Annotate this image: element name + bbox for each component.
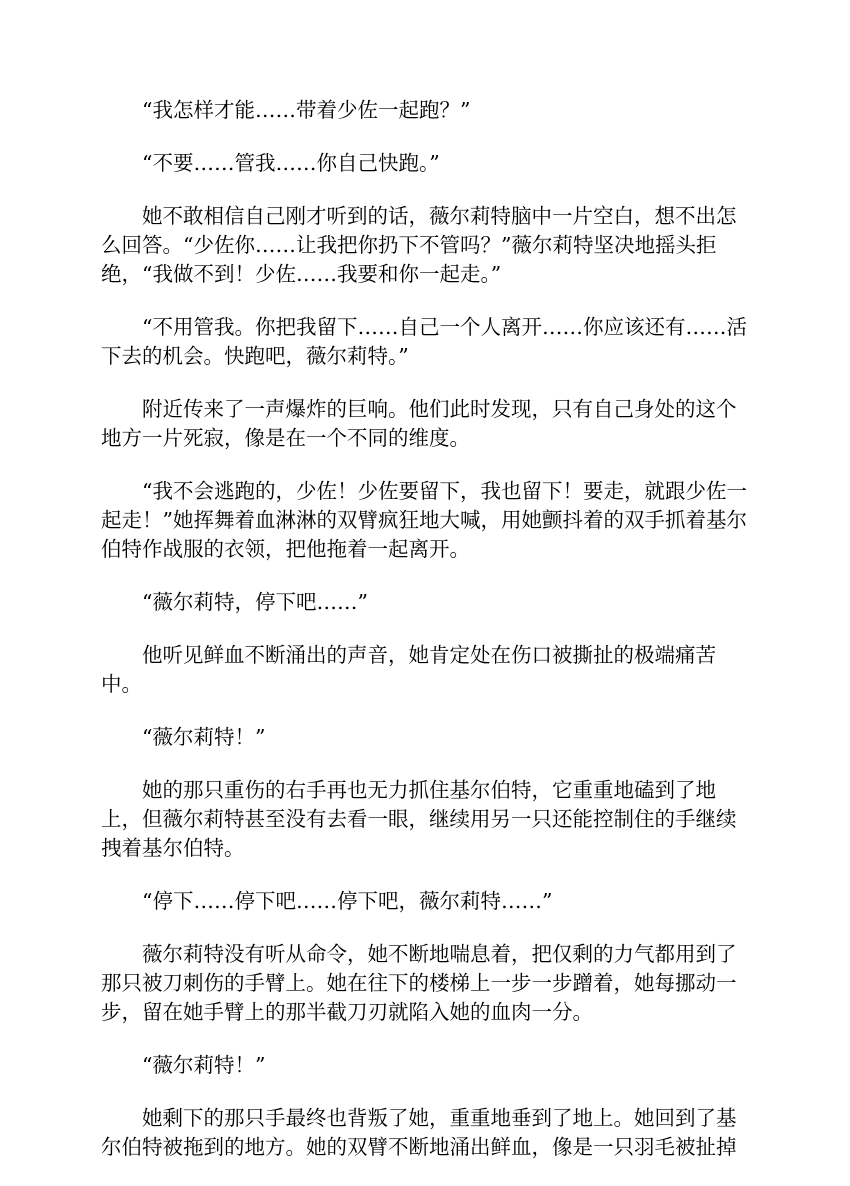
paragraph: “不要……管我……你自己快跑。” bbox=[142, 151, 440, 175]
paragraph: “薇尔莉特！” bbox=[142, 1053, 266, 1077]
paragraph: “停下……停下吧……停下吧，薇尔莉特……” bbox=[142, 889, 553, 913]
paragraph: 她剩下的那只手最终也背叛了她，重重地垂到了地上。她回到了基尔伯特被拖到的地方。她的双臂不断地涌出鲜血，像是一只羽毛被扯掉 bbox=[101, 1106, 737, 1159]
paragraph: 附近传来了一声爆炸的巨响。他们此时发现，只有自己身处的这个地方一片死寂，像是在一个不同的维度。 bbox=[101, 397, 737, 450]
paragraph: “薇尔莉特，停下吧……” bbox=[142, 590, 368, 614]
paragraph: “我怎样才能……带着少佐一起跑？” bbox=[142, 98, 471, 122]
paragraph: 薇尔莉特没有听从命令，她不断地喘息着，把仅剩的力气都用到了那只被刀刺伤的手臂上。她在往下的楼梯上一步一步蹭着，她每挪动一步，留在她手臂上的那半截刀刃就陷入她的血肉一分。 bbox=[101, 942, 737, 1024]
paragraph: 她不敢相信自己刚才听到的话，薇尔莉特脑中一片空白，想不出怎么回答。“少佐你……让我把你扔下不管吗？”薇尔莉特坚决地摇头拒绝，“我做不到！少佐……我要和你一起走。” bbox=[101, 204, 737, 286]
paragraph: “薇尔莉特！” bbox=[142, 725, 266, 749]
paragraph: “不用管我。你把我留下……自己一个人离开……你应该还有……活下去的机会。快跑吧，薇尔莉特。” bbox=[101, 315, 747, 368]
paragraph: 他听见鲜血不断涌出的声音，她肯定处在伤口被撕扯的极端痛苦中。 bbox=[101, 643, 716, 696]
body-text bbox=[101, 96, 751, 1186]
paragraph: 她的那只重伤的右手再也无力抓住基尔伯特，它重重地磕到了地上，但薇尔莉特甚至没有去看一眼，继续用另一只还能控制住的手继续拽着基尔伯特。 bbox=[101, 778, 737, 860]
paragraph: “我不会逃跑的，少佐！少佐要留下，我也留下！要走，就跟少佐一起走！”她挥舞着血淋淋的双臂疯狂地大喊，用她颤抖着的双手抓着基尔伯特作战服的衣领，把他拖着一起离开。 bbox=[101, 479, 747, 561]
